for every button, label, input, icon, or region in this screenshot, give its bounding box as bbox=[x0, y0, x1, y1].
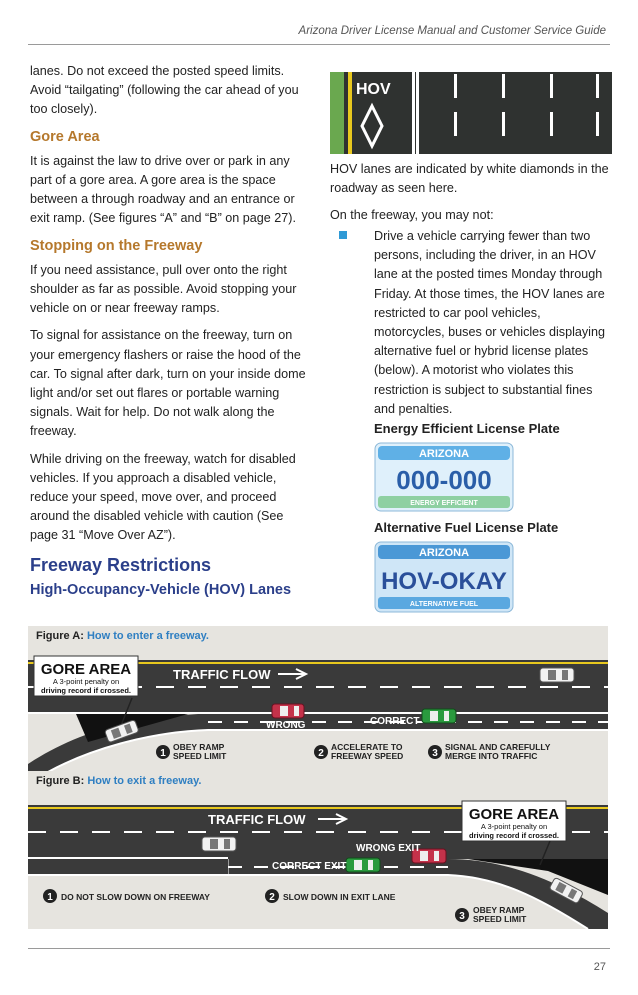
alternative-fuel-plate bbox=[374, 541, 514, 613]
figure-a-white-car-freeway-icon bbox=[540, 668, 574, 682]
energy-efficient-plate bbox=[374, 442, 514, 512]
plate2-title: Alternative Fuel License Plate bbox=[374, 520, 559, 535]
figure-a-step1-line2: SPEED LIMIT bbox=[173, 751, 227, 761]
figure-b-step1 bbox=[43, 889, 210, 903]
figure-a-caption-bar bbox=[28, 626, 608, 646]
figure-a-step3-num: 3 bbox=[432, 748, 438, 759]
freeway-intro: On the freeway, you may not: bbox=[330, 208, 494, 223]
footer-rule bbox=[28, 948, 610, 949]
figure-a-step1-num: 1 bbox=[160, 748, 166, 759]
figure-b-correct-car-icon bbox=[346, 858, 380, 872]
plate2-number: HOV-OKAY bbox=[381, 568, 507, 595]
figure-a-step3-line2: MERGE INTO TRAFFIC bbox=[445, 751, 538, 761]
gore-paragraph: It is against the law to drive over or park in any part of a gore area. A gore area is the space between a through roadway and an entrance or exit ramp. (See figures “A” and “B” on page 27). bbox=[30, 153, 296, 226]
page-header: Arizona Driver License Manual and Customer Service Guide bbox=[298, 25, 606, 37]
stopping-heading: Stopping on the Freeway bbox=[30, 237, 203, 254]
plate1-number: 000-000 bbox=[396, 465, 492, 495]
figure-b-diagram bbox=[28, 791, 608, 929]
figure-b-gore-sub1: A 3-point penalty on bbox=[480, 822, 548, 831]
figure-b-step2-line1: SLOW DOWN IN EXIT LANE bbox=[283, 892, 396, 902]
plate2-state: ARIZONA bbox=[418, 547, 470, 559]
figure-b-step3-line2: SPEED LIMIT bbox=[473, 914, 527, 924]
figure-a-wrong-label: WRONG bbox=[266, 720, 306, 731]
figure-b-gore-title: GORE AREA bbox=[468, 806, 560, 823]
figure-b-caption-bar bbox=[28, 771, 608, 791]
figure-a-gore-sub1: A 3-point penalty on bbox=[52, 677, 120, 686]
header-rule bbox=[28, 44, 610, 45]
figure-a-diagram bbox=[28, 646, 608, 772]
right-column bbox=[330, 160, 612, 234]
figure-a-step2-line1: ACCELERATE TO bbox=[331, 742, 403, 752]
gore-heading: Gore Area bbox=[30, 128, 100, 145]
figure-b-correct-exit-label: CORRECT EXIT bbox=[272, 861, 347, 872]
figure-a-gore-sub2: driving record if crossed. bbox=[40, 686, 132, 695]
figure-b-gore-label bbox=[462, 801, 566, 841]
restrictions-heading: Freeway Restrictions bbox=[30, 554, 212, 575]
figure-b-step1-line1: DO NOT SLOW DOWN ON FREEWAY bbox=[61, 892, 210, 902]
figure-b-caption: How to exit a freeway. bbox=[87, 775, 202, 787]
bullet-item-1: Drive a vehicle carrying fewer than two persons, including the driver, in an HOV lane at the posted times Monday through Friday. At those times, the HOV lanes are restricted to car pool vehicles, motorcycles, buses or vehicles displaying alternative fuel or hybrid license plates (below). A motorist who violates this restriction is subject to substantial fines and penalties. bbox=[374, 229, 605, 416]
figure-a-wrong-car-icon bbox=[272, 704, 304, 718]
plate2-caption: ALTERNATIVE FUEL bbox=[409, 601, 479, 608]
figure-b-label: Figure B: bbox=[36, 775, 85, 787]
hov-description: HOV lanes are indicated by white diamonds in the roadway as seen here. bbox=[330, 162, 609, 196]
figure-a-traffic-flow: TRAFFIC FLOW bbox=[173, 667, 271, 682]
page-number: 27 bbox=[593, 961, 606, 973]
figure-b-step3-line1: OBEY RAMP bbox=[473, 905, 525, 915]
plate1-caption: ENERGY EFFICIENT bbox=[410, 500, 478, 507]
stopping-paragraph-1: If you need assistance, pull over onto the right shoulder as far as possible. Avoid stopping your vehicle on or near freeway ramps. bbox=[30, 262, 297, 316]
figure-a-step2-num: 2 bbox=[318, 748, 324, 759]
figure-b-step3-num: 3 bbox=[459, 911, 465, 922]
stopping-paragraph-3: While driving on the freeway, watch for disabled vehicles. If you approach a disabled vehicle, reduce your speed, move over, and proceed around the disabled vehicle with caution (See page 31 “Move Over AZ”). bbox=[30, 451, 296, 543]
plate1-title: Energy Efficient License Plate bbox=[374, 421, 560, 436]
figure-a-caption: How to enter a freeway. bbox=[86, 630, 209, 642]
figure-a-step1-line1: OBEY RAMP bbox=[173, 742, 225, 752]
figure-b-traffic-flow: TRAFFIC FLOW bbox=[208, 812, 306, 827]
figure-b-white-car-freeway-icon bbox=[202, 837, 236, 851]
intro-paragraph: lanes. Do not exceed the posted speed limits. Avoid “tailgating” (following the car ahead of you too closely). bbox=[30, 64, 299, 117]
figure-b-gore-sub2: driving record if crossed. bbox=[468, 831, 560, 840]
figure-a-step3 bbox=[428, 742, 551, 761]
hov-heading: High-Occupancy-Vehicle (HOV) Lanes bbox=[30, 581, 292, 598]
figure-a-gore-title: GORE AREA bbox=[40, 661, 132, 678]
bullet-marker-icon bbox=[339, 231, 347, 239]
hov-sign-label: HOV bbox=[356, 81, 391, 98]
figure-a-label: Figure A: bbox=[36, 630, 84, 642]
figure-a-gore-label bbox=[34, 656, 138, 696]
figure-a-step3-line1: SIGNAL AND CAREFULLY bbox=[445, 742, 551, 752]
hov-lane-image bbox=[330, 72, 612, 154]
figure-a-correct-car-icon bbox=[422, 709, 456, 723]
stopping-paragraph-2: To signal for assistance on the freeway, turn on your emergency flashers or raise the hood of the car. To signal after dark, turn on your inside dome light and/or set out flares or portable warning signals. Wait for help. Do not walk along the freeway. bbox=[30, 328, 306, 439]
figure-b-step2 bbox=[265, 889, 396, 903]
plate1-state: ARIZONA bbox=[418, 448, 470, 460]
figure-b-step2-num: 2 bbox=[269, 892, 275, 903]
figure-b-wrong-exit-label: WRONG EXIT bbox=[356, 843, 421, 854]
figure-a-correct-label: CORRECT bbox=[370, 716, 420, 727]
figure-b-step1-num: 1 bbox=[47, 892, 53, 903]
figure-a-step2-line2: FREEWAY SPEED bbox=[331, 751, 404, 761]
left-column bbox=[30, 62, 312, 600]
